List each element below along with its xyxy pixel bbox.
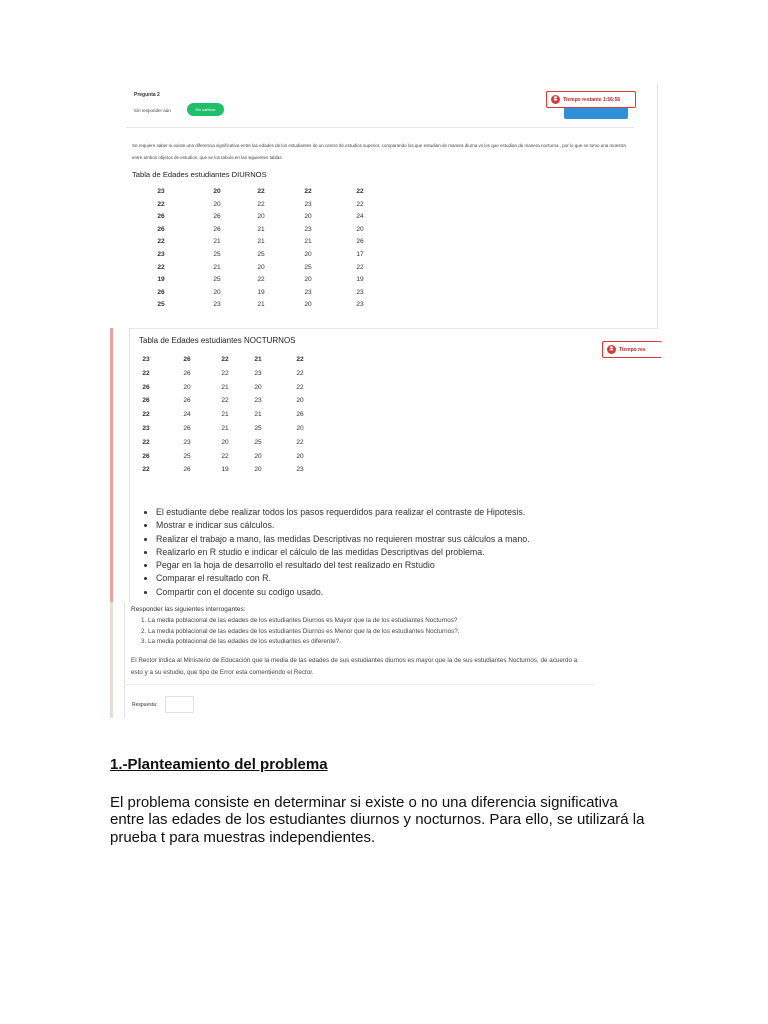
- table-cell: 26: [157, 288, 165, 296]
- list-item: • Realizar el trabajo a mano, las medidas Descriptivas no requieren mostrar sus cálculos a mano.: [156, 533, 530, 546]
- table-cell: 22: [221, 397, 229, 405]
- table-cell: 19: [157, 276, 165, 284]
- table-cell: 21: [221, 411, 229, 419]
- table-cell: 20: [304, 301, 312, 309]
- table-cell: 19: [221, 466, 229, 474]
- table-cell: 22: [142, 466, 150, 474]
- table-cell: 23: [142, 425, 150, 432]
- table-cell: 25: [157, 301, 165, 309]
- table-cell: 26: [213, 213, 221, 221]
- table-header-cell: 22: [257, 188, 265, 195]
- table-cell: 20: [304, 213, 312, 221]
- table-cell: 22: [356, 200, 364, 208]
- timer-text: Tiempo res: [619, 346, 646, 353]
- table-cell: 20: [254, 383, 262, 391]
- table-cell: 21: [257, 301, 265, 309]
- table-cell: 22: [221, 452, 229, 460]
- table-cell: 22: [257, 276, 265, 284]
- list-item: • Realizarlo en R studio e indicar el cálculo de las medidas Descriptivas del problema.: [156, 546, 530, 559]
- list-item: 3. La media poblacional de las edades de los estudiantes es diferente?.: [148, 637, 460, 648]
- table-cell: 26: [157, 213, 165, 221]
- questions-title: Responder las siguientes interrogantes:: [131, 606, 246, 613]
- table-cell: 20: [296, 425, 304, 432]
- table-cell: 20: [213, 200, 221, 208]
- table-cell: 23: [304, 225, 312, 233]
- table-cell: 21: [213, 238, 221, 246]
- table-cell: 23: [254, 369, 262, 377]
- timer-remaining: [602, 341, 662, 358]
- divider: [129, 328, 658, 329]
- table-cell: 23: [304, 200, 312, 208]
- table-cell: 24: [356, 213, 364, 221]
- list-item: • Comparar el resultado con R.: [156, 572, 530, 585]
- table-cell: 23: [183, 438, 191, 446]
- rector-statement: El Rector indica al Ministerio de Educación que la media de las edades de sus estudiantes diurnos es mayor que la de sus estudiantes Nocturnos, de acuerdo a esto y a su estudio, que tipo de Error esta comentiendo el Rector.: [131, 657, 578, 676]
- table-cell: 22: [296, 438, 304, 446]
- question-description: Se requiere saber si existe una diferencia significativa entre las edades de los estudiantes de un centro de estudios superior, comparando los que estudian de manera diurna vs los que estudian de manera nocturna , por lo que se tomo una muestra entre ambos objetos de estudios, que se los tabulo en las siguientes tablas.: [132, 143, 626, 160]
- table-header-cell: 22: [356, 188, 364, 195]
- table-cell: 20: [257, 263, 265, 271]
- table-cell: 23: [296, 466, 304, 474]
- table-cell: 26: [183, 369, 191, 377]
- table-cell: 21: [304, 238, 312, 246]
- table-cell: 22: [157, 263, 165, 271]
- list-item: 1. La media poblacional de las edades de los estudiantes Diurnos es Mayor que la de los estudiantes Nocturnos?: [148, 616, 460, 627]
- table-cell: 23: [213, 301, 221, 309]
- table-cell: 22: [157, 238, 165, 246]
- table-cell: 26: [142, 452, 150, 460]
- divider: [129, 328, 130, 602]
- table-cell: 24: [183, 411, 191, 419]
- table-cell: 22: [142, 369, 150, 377]
- answer-label: Respuesta:: [132, 702, 158, 708]
- table-cell: 25: [254, 438, 262, 446]
- table-cell: 22: [221, 369, 229, 377]
- table-cell: 26: [142, 397, 150, 405]
- table-cell: 20: [254, 466, 262, 474]
- table-cell: 25: [183, 452, 191, 460]
- table-diurnos-title: Tabla de Edades estudiantes DIURNOS: [132, 170, 267, 179]
- list-item: • Compartir con el docente su codigo usado.: [156, 586, 530, 599]
- timer-text: Tiempo restante 1:56:56: [563, 96, 621, 103]
- table-cell: 19: [356, 276, 364, 284]
- table-cell: 22: [257, 200, 265, 208]
- table-cell: 26: [183, 425, 191, 432]
- table-cell: 20: [183, 383, 191, 391]
- question-title: Pregunta 2: [134, 92, 160, 98]
- table-cell: 20: [356, 225, 364, 233]
- table-header-cell: 21: [254, 356, 262, 363]
- table-cell: 20: [221, 438, 229, 446]
- table-cell: 26: [142, 383, 150, 391]
- table-cell: 21: [221, 425, 229, 432]
- table-header-cell: 23: [157, 188, 165, 195]
- table-header-cell: 26: [183, 356, 191, 363]
- section-heading: 1.-Planteamiento del problema: [110, 756, 328, 773]
- table-cell: 21: [213, 263, 221, 271]
- table-cell: 26: [157, 225, 165, 233]
- table-cell: 26: [213, 225, 221, 233]
- table-cell: 22: [142, 438, 150, 446]
- table-cell: 26: [296, 411, 304, 419]
- table-cell: 21: [257, 238, 265, 246]
- quiz-table-card: [110, 328, 658, 602]
- accent-bar: [110, 328, 113, 602]
- table-cell: 21: [221, 383, 229, 391]
- divider: [124, 684, 594, 685]
- table-cell: 22: [142, 411, 150, 419]
- table-cell: 19: [257, 288, 265, 296]
- list-item: • Pegar en la hoja de desarrollo el resultado del test realizado en Rstudio: [156, 559, 530, 572]
- table-cell: 23: [356, 288, 364, 296]
- table-cell: 21: [254, 411, 262, 419]
- table-header-cell: 22: [296, 356, 304, 363]
- question-status: Sin responder aún: [134, 108, 171, 113]
- table-cell: 20: [213, 288, 221, 296]
- table-nocturnos-title: Tabla de Edades estudiantes NOCTURNOS: [139, 336, 296, 345]
- table-cell: 20: [254, 452, 262, 460]
- list-item: 2. La media poblacional de las edades de los estudiantes Diurnos es Menor que la de los estudiantes Nocturnos?.: [148, 627, 460, 638]
- table-header-cell: 22: [221, 356, 229, 363]
- table-cell: 26: [356, 238, 364, 246]
- table-cell: 23: [304, 288, 312, 296]
- table-cell: 23: [157, 251, 165, 258]
- table-cell: 22: [296, 383, 304, 391]
- table-cell: 26: [183, 466, 191, 474]
- quiz-questions-card: [118, 602, 596, 718]
- divider: [124, 602, 125, 718]
- instructions-list: [140, 506, 530, 599]
- hourglass-icon: ⧗: [551, 95, 560, 104]
- section-paragraph: El problema consiste en determinar si existe o no una diferencia significativa entre las edades de los estudiantes diurnos y nocturnos. Para ello, se utilizará la prueba t para muestras independientes.: [110, 794, 645, 846]
- table-cell: 20: [296, 452, 304, 460]
- table-cell: 23: [356, 301, 364, 309]
- table-cell: 22: [157, 200, 165, 208]
- table-cell: 20: [304, 251, 312, 258]
- questions-list: [140, 616, 460, 648]
- list-item: • Mostrar e indicar sus cálculos.: [156, 519, 530, 532]
- table-cell: 26: [183, 397, 191, 405]
- answer-input[interactable]: [165, 696, 194, 713]
- table-cell: 25: [257, 251, 265, 258]
- table-cell: 17: [356, 251, 364, 258]
- table-header-cell: 23: [142, 356, 150, 363]
- table-cell: 20: [296, 397, 304, 405]
- table-cell: 23: [254, 397, 262, 405]
- table-header-cell: 22: [304, 188, 312, 195]
- table-cell: 21: [257, 225, 265, 233]
- table-header-cell: 20: [213, 188, 221, 195]
- table-cell: 22: [356, 263, 364, 271]
- grade-badge: Sin calificar: [187, 103, 224, 116]
- table-cell: 25: [304, 263, 312, 271]
- quiz-question-card: [124, 84, 658, 328]
- accent-bar: [110, 602, 113, 718]
- divider: [126, 127, 634, 128]
- timer-remaining: [546, 91, 636, 108]
- table-cell: 25: [254, 425, 262, 432]
- table-cell: 20: [257, 213, 265, 221]
- table-cell: 25: [213, 251, 221, 258]
- table-cell: 25: [213, 276, 221, 284]
- list-item: • El estudiante debe realizar todos los pasos requerdidos para realizar el contraste de Hipotesis.: [156, 506, 530, 519]
- table-cell: 22: [296, 369, 304, 377]
- hourglass-icon: ⧗: [607, 345, 616, 354]
- table-cell: 20: [304, 276, 312, 284]
